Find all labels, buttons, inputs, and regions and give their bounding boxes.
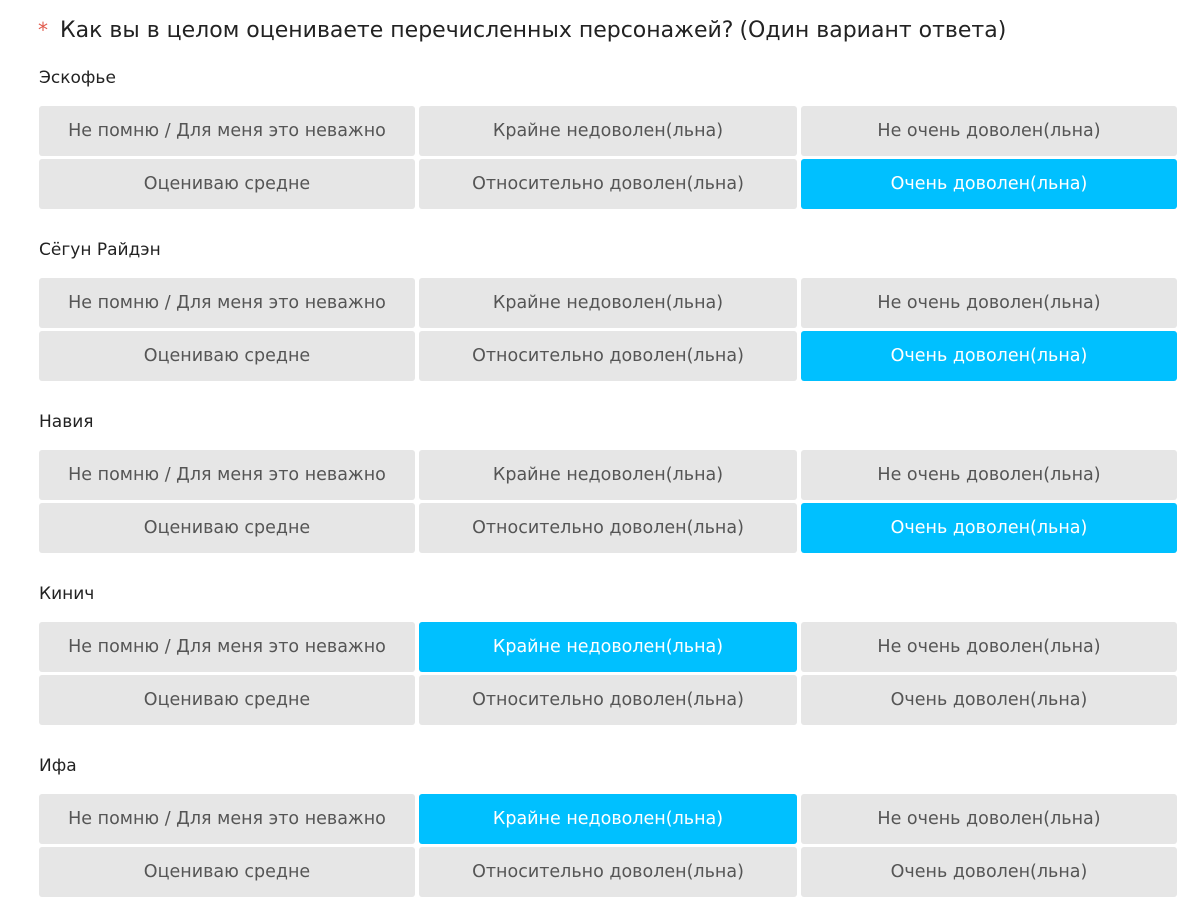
option-button[interactable]: Не помню / Для меня это неважно [39,622,415,672]
option-grid [39,278,1175,381]
option-button[interactable]: Крайне недоволен(льна) [419,106,797,156]
option-button[interactable]: Относительно доволен(льна) [419,847,797,897]
group-label: Кинич [39,584,95,604]
group-label: Ифа [39,756,77,776]
option-button[interactable]: Относительно доволен(льна) [419,503,797,553]
option-button[interactable]: Очень доволен(льна) [801,159,1177,209]
option-button[interactable]: Оцениваю средне [39,847,415,897]
option-button[interactable]: Оцениваю средне [39,159,415,209]
option-button[interactable]: Не очень доволен(льна) [801,622,1177,672]
option-button[interactable]: Оцениваю средне [39,675,415,725]
required-marker: * [38,18,48,42]
option-button[interactable]: Очень доволен(льна) [801,675,1177,725]
option-button[interactable]: Не очень доволен(льна) [801,794,1177,844]
question-title [38,12,1006,48]
option-button[interactable]: Не помню / Для меня это неважно [39,794,415,844]
option-button[interactable]: Относительно доволен(льна) [419,159,797,209]
option-button[interactable]: Не помню / Для меня это неважно [39,278,415,328]
option-button[interactable]: Крайне недоволен(льна) [419,450,797,500]
option-button[interactable]: Крайне недоволен(льна) [419,794,797,844]
option-button[interactable]: Очень доволен(льна) [801,331,1177,381]
rating-group-ifa [39,752,1175,897]
option-button[interactable]: Не помню / Для меня это неважно [39,106,415,156]
rating-group-navia [39,408,1175,553]
option-button[interactable]: Относительно доволен(льна) [419,331,797,381]
option-button[interactable]: Крайне недоволен(льна) [419,278,797,328]
question-text: Как вы в целом оцениваете перечисленных персонажей? [60,18,734,43]
option-button[interactable]: Относительно доволен(льна) [419,675,797,725]
group-label: Эскофье [39,68,116,88]
rating-group-raiden-shogun [39,236,1175,381]
option-button[interactable]: Не очень доволен(льна) [801,106,1177,156]
option-button[interactable]: Оцениваю средне [39,503,415,553]
rating-group-kinich [39,580,1175,725]
option-button[interactable]: Не очень доволен(льна) [801,278,1177,328]
group-label: Навия [39,412,94,432]
option-button[interactable]: Очень доволен(льна) [801,503,1177,553]
option-grid [39,622,1175,725]
option-grid [39,450,1175,553]
group-label: Сёгун Райдэн [39,240,161,260]
rating-group-escoffier [39,64,1175,209]
option-button[interactable]: Не помню / Для меня это неважно [39,450,415,500]
option-button[interactable]: Оцениваю средне [39,331,415,381]
option-button[interactable]: Очень доволен(льна) [801,847,1177,897]
option-grid [39,106,1175,209]
question-hint: (Один вариант ответа) [739,18,1007,43]
option-button[interactable]: Крайне недоволен(льна) [419,622,797,672]
option-button[interactable]: Не очень доволен(льна) [801,450,1177,500]
option-grid [39,794,1175,897]
